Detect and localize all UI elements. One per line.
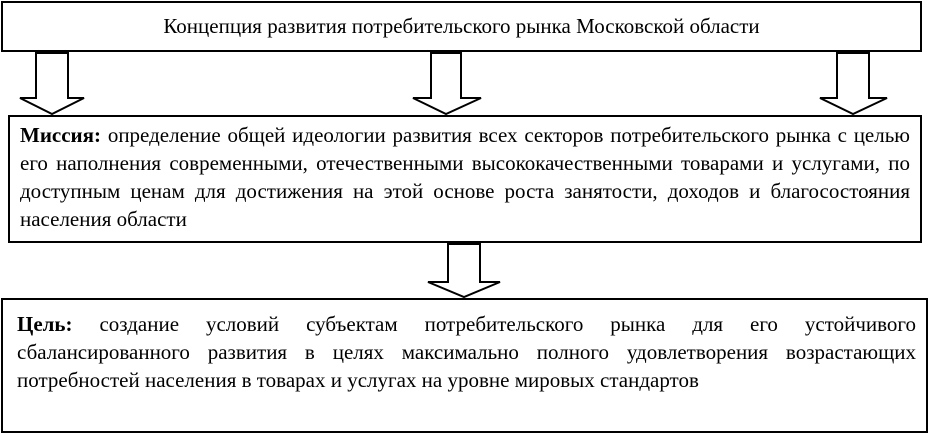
down-arrow-left — [20, 53, 84, 114]
goal-box — [1, 298, 928, 433]
concept-title-box — [1, 1, 922, 52]
mission-box — [8, 115, 922, 243]
goal-label: Цель: — [17, 312, 73, 336]
goal-text: создание условий субъектам потребительского рынка для его устойчивого сбалансированного развития в целях максимально полного удовлетворения возрастающих потребностей населения в товарах и услугах на уровне мировых стандартов — [17, 312, 916, 392]
concept-title-text: Концепция развития потребительского рынка Московской области — [163, 14, 760, 38]
mission-text: определение общей идеологии развития всех секторов потребительского рынка с целью его наполнения современными, отечественными высококачественными товарами и услугами, по доступным ценам для достижения на этой основе роста занятости, доходов и благосостояния населения области — [20, 123, 910, 231]
down-arrow-mission-to-goal — [428, 244, 500, 297]
down-arrow-center — [413, 53, 481, 114]
down-arrow-right — [820, 53, 887, 114]
mission-label: Миссия: — [20, 123, 102, 147]
